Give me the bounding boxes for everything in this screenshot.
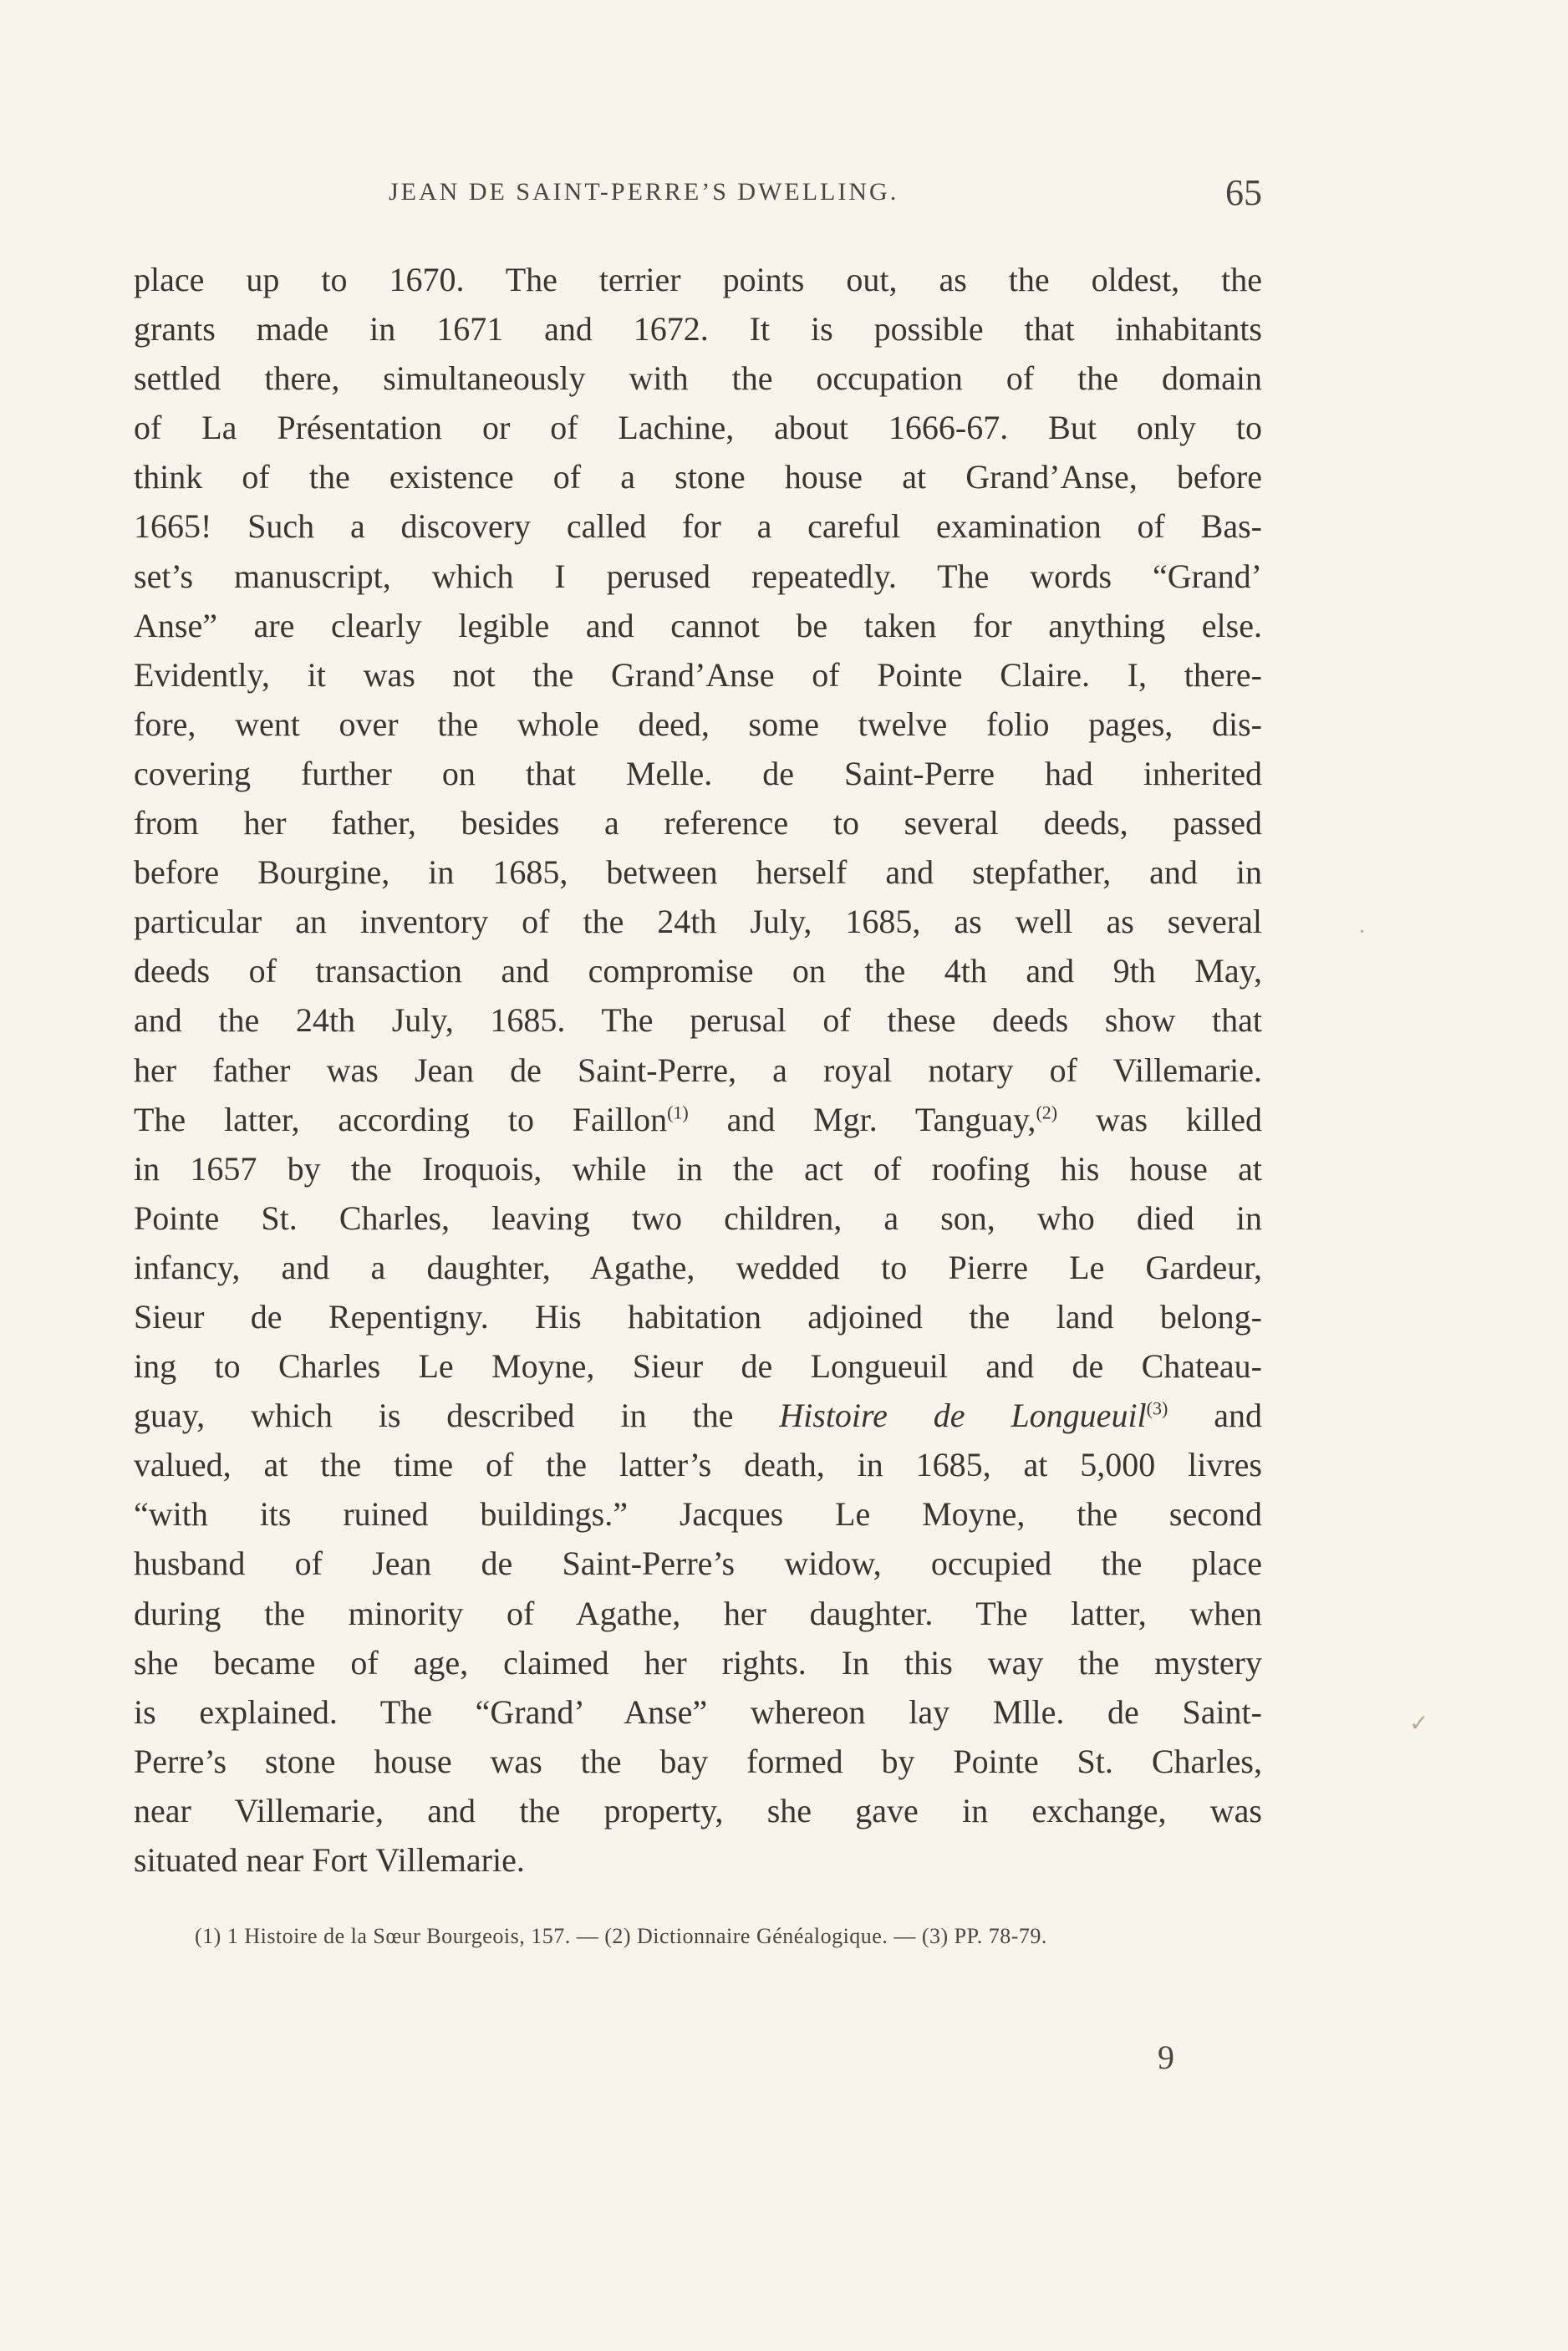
text-fragment: guay, which is described in the xyxy=(134,1397,780,1435)
running-head: JEAN DE SAINT-PERRE’S DWELLING. xyxy=(389,178,899,206)
text-line-with-footnotes xyxy=(134,1095,1262,1144)
text-line: ing to Charles Le Moyne, Sieur de Longueuil and de Chateau- xyxy=(134,1347,1262,1386)
text-line: set’s manuscript, which I perused repeatedly. The words “Grand’ xyxy=(134,557,1262,595)
italic-book-title: Histoire de Longueuil xyxy=(779,1397,1147,1435)
text-line: Anse” are clearly legible and cannot be taken for anything else. xyxy=(134,606,1262,644)
text-line: particular an inventory of the 24th July, 1685, as well as several xyxy=(134,903,1262,941)
text-line: covering further on that Melle. de Saint-Perre had inherited xyxy=(134,754,1262,792)
text-line: grants made in 1671 and 1672. It is possible that inhabitants xyxy=(134,310,1262,349)
page-number: 65 xyxy=(1225,172,1262,213)
text-line-last: situated near Fort Villemarie. xyxy=(134,1841,525,1879)
text-line: near Villemarie, and the property, she gave in exchange, was xyxy=(134,1791,1262,1829)
text-line: and the 24th July, 1685. The perusal of these deeds show that xyxy=(134,1001,1262,1040)
text-line: deeds of transaction and compromise on the 4th and 9th May, xyxy=(134,952,1262,990)
text-fragment: and xyxy=(1168,1397,1262,1435)
text-line: place up to 1670. The terrier points out, as the oldest, the xyxy=(134,261,1262,298)
margin-tick-mark: ✓ xyxy=(1409,1711,1429,1737)
text-line-with-italic-title xyxy=(134,1391,1262,1440)
text-line: before Bourgine, in 1685, between herself and stepfather, and in xyxy=(134,853,1262,892)
text-line: Sieur de Repentigny. His habitation adjoined the land belong- xyxy=(134,1297,1262,1336)
text-fragment: was killed xyxy=(1057,1100,1262,1138)
text-line: of La Présentation or of Lachine, about 1666-67. But only to xyxy=(134,409,1262,447)
text-line: Perre’s stone house was the bay formed by Pointe St. Charles, xyxy=(134,1742,1262,1780)
text-fragment: The latter, according to Faillon xyxy=(134,1100,668,1138)
page-header xyxy=(134,171,1262,221)
text-line: is explained. The “Grand’ Anse” whereon lay Mlle. de Saint- xyxy=(134,1692,1262,1731)
signature-mark: 9 xyxy=(1158,2038,1174,2076)
text-line: Evidently, it was not the Grand’Anse of Pointe Claire. I, there- xyxy=(134,655,1262,694)
footnote-ref-3: (3) xyxy=(1146,1397,1168,1419)
text-line: think of the existence of a stone house at Grand’Anse, before xyxy=(134,458,1262,496)
text-line: settled there, simultaneously with the occupation of the domain xyxy=(134,359,1262,398)
footnotes: (1) 1 Histoire de la Sœur Bourgeois, 157. — (2) Dictionnaire Généalogique. — (3) PP. 78-79. xyxy=(195,1924,1047,1948)
margin-dot-mark: · xyxy=(1358,919,1367,945)
footnote-ref-2: (2) xyxy=(1036,1102,1058,1123)
text-fragment: and Mgr. Tanguay, xyxy=(688,1100,1036,1138)
text-line: infancy, and a daughter, Agathe, wedded to Pierre Le Gardeur, xyxy=(134,1248,1262,1286)
text-line: “with its ruined buildings.” Jacques Le Moyne, the second xyxy=(134,1495,1262,1534)
footnote-ref-1: (1) xyxy=(667,1102,689,1123)
text-line: husband of Jean de Saint-Perre’s widow, occupied the place xyxy=(134,1544,1262,1583)
text-line: from her father, besides a reference to several deeds, passed xyxy=(134,804,1262,842)
text-line: her father was Jean de Saint-Perre, a royal notary of Villemarie. xyxy=(134,1051,1262,1089)
text-line: in 1657 by the Iroquois, while in the act of roofing his house at xyxy=(134,1149,1262,1188)
text-line: Pointe St. Charles, leaving two children, a son, who died in xyxy=(134,1198,1262,1237)
text-line: she became of age, claimed her rights. In this way the mystery xyxy=(134,1643,1262,1682)
text-line: fore, went over the whole deed, some twelve folio pages, dis- xyxy=(134,705,1262,743)
text-line: valued, at the time of the latter’s death, in 1685, at 5,000 livres xyxy=(134,1446,1262,1484)
text-line: during the minority of Agathe, her daughter. The latter, when xyxy=(134,1594,1262,1632)
text-line: 1665! Such a discovery called for a careful examination of Bas- xyxy=(134,507,1262,546)
body-text xyxy=(134,255,1262,1885)
